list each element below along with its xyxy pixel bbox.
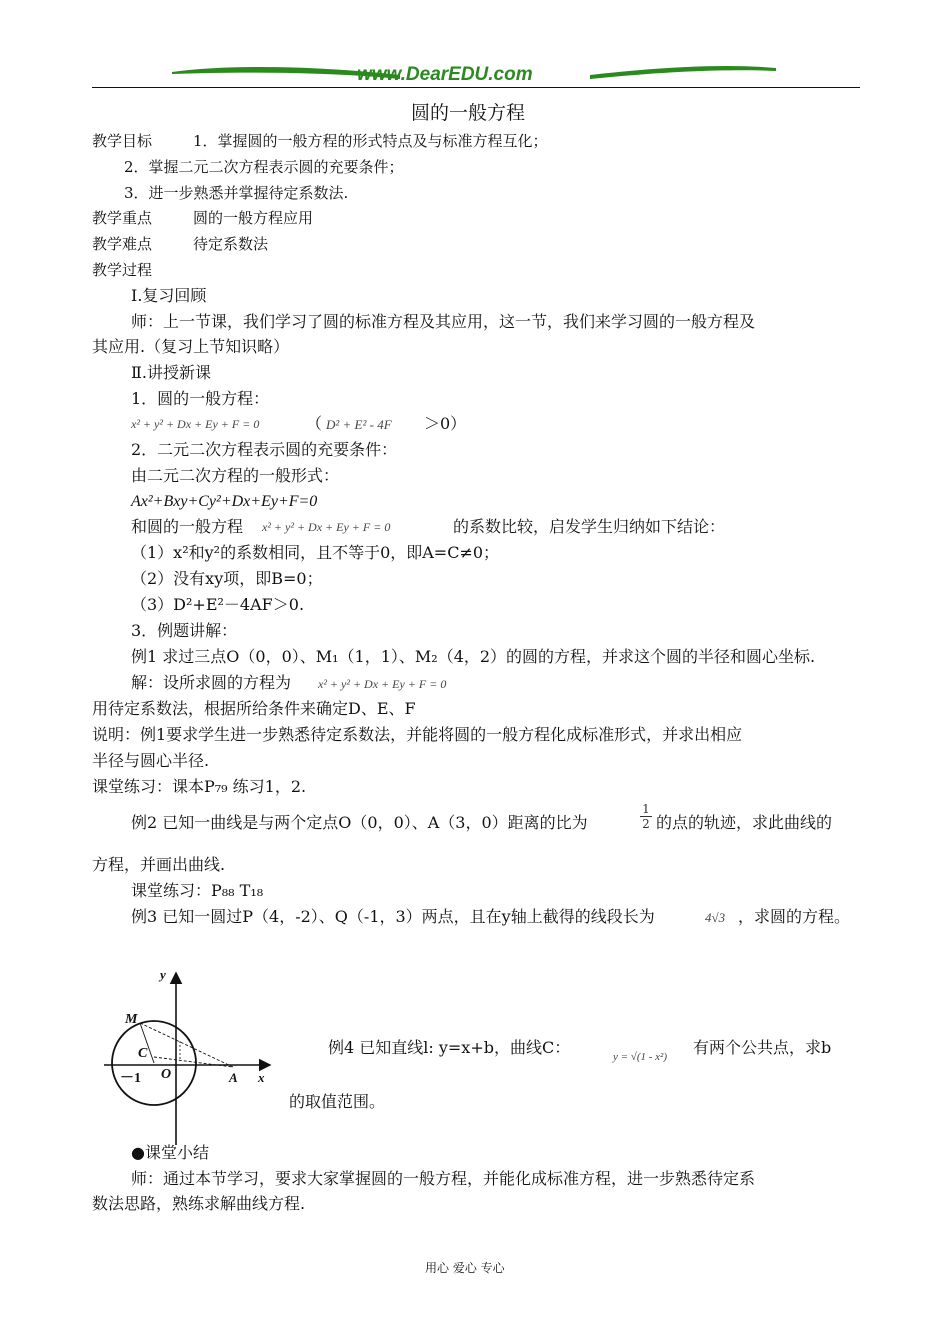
solution-equation: x² + y² + Dx + Ey + F = 0 — [318, 677, 447, 691]
example-2-part-b: 的点的轨迹，求此曲线的 — [656, 813, 833, 832]
header-divider — [92, 87, 860, 88]
fraction-numerator: 1 — [642, 802, 650, 816]
fraction-denominator: 2 — [640, 816, 652, 831]
page-title: 圆的一般方程 — [411, 102, 526, 124]
solution-prefix: 解：设所求圆的方程为 — [131, 673, 292, 692]
example-2-part-a: 例2 已知一曲线是与两个定点O（0，0）、A（3，0）距离的比为 — [131, 813, 588, 832]
condition-1: （1）x²和y²的系数相同，且不等于0，即A=C≠0； — [131, 543, 500, 562]
condition-3: （3）D²+E²－4AF＞0. — [131, 595, 305, 614]
difficult-label: 教学难点 — [92, 235, 153, 253]
condition-close: ＞0） — [424, 414, 467, 433]
site-logo[interactable]: www.DearEDU.com — [357, 64, 533, 85]
example-3-part-a: 例3 已知一圆过P（4，-2）、Q（-1，3）两点，且在y轴上截得的线段长为 — [131, 907, 655, 926]
circle-figure — [100, 965, 280, 1150]
summary-line-2: 数法思路，熟练求解曲线方程. — [92, 1194, 306, 1213]
review-text: 师：上一节课，我们学习了圆的标准方程及其应用，这一节，我们来学习圆的一般方程及 — [131, 312, 756, 331]
figure-label-o: O — [161, 1067, 172, 1082]
condition-open: （ — [306, 414, 323, 433]
compare-suffix: 的系数比较，启发学生归纳如下结论： — [453, 517, 726, 536]
fraction-one-half — [640, 802, 652, 831]
figure-label-y: y — [160, 967, 166, 982]
figure-label-m: M — [125, 1012, 138, 1027]
figure-label-c: C — [138, 1046, 148, 1061]
goal-1: 1．掌握圆的一般方程的形式特点及与标准方程互化； — [193, 132, 548, 150]
key-text: 圆的一般方程应用 — [193, 209, 314, 227]
note-line-1: 说明：例1要求学生进一步熟悉待定系数法，并能将圆的一般方程化成标准形式，并求出相应 — [92, 725, 743, 744]
note-line-2: 半径与圆心半径. — [92, 751, 210, 770]
goal-3: 3．进一步熟悉并掌握待定系数法. — [124, 184, 349, 202]
goals-label: 教学目标 — [92, 132, 153, 150]
key-label: 教学重点 — [92, 209, 153, 227]
item-2-heading: 2．二元二次方程表示圆的充要条件： — [131, 440, 398, 459]
item-3-heading: 3．例题讲解： — [131, 621, 238, 640]
section-new-lesson: Ⅱ.讲授新课 — [131, 363, 211, 382]
difficult-text: 待定系数法 — [193, 235, 269, 253]
quadratic-equation: Ax²+Bxy+Cy²+Dx+Ey+F=0 — [131, 493, 318, 510]
example-2-part-c: 方程，并画出曲线. — [92, 855, 226, 874]
from-general-text: 由二元二次方程的一般形式： — [131, 466, 340, 485]
general-equation: x² + y² + Dx + Ey + F = 0 — [131, 417, 260, 431]
radical-value: 4√3 — [705, 910, 726, 925]
section-review: Ⅰ.复习回顾 — [131, 286, 207, 305]
curve-equation: y = √(1 - x²) — [613, 1051, 668, 1063]
footer-text: 用心 爱心 专心 — [425, 1261, 505, 1275]
example-4-part-a: 例4 已知直线l: y=x+b，曲线C： — [328, 1038, 571, 1057]
figure-label-x: x — [258, 1070, 265, 1085]
review-text-2: 其应用.（复习上节知识略） — [92, 337, 290, 356]
method-line: 用待定系数法，根据所给条件来确定D、E、F — [92, 699, 416, 718]
example-3-part-b: ，求圆的方程。 — [738, 907, 851, 926]
tangent-line-upper — [140, 1023, 233, 1067]
figure-label-a: A — [229, 1070, 238, 1085]
practice-1: 课堂练习：课本P₇₉ 练习1，2. — [92, 777, 307, 796]
compare-equation: x² + y² + Dx + Ey + F = 0 — [262, 520, 391, 534]
process-label: 教学过程 — [92, 261, 153, 279]
goal-2: 2．掌握二元二次方程表示圆的充要条件； — [124, 158, 404, 176]
practice-2: 课堂练习：P₈₈ T₁₈ — [131, 881, 264, 900]
example-1: 例1 求过三点O（0，0）、M₁（1，1）、M₂（4，2）的圆的方程，并求这个圆的半径和圆心坐标. — [131, 647, 816, 666]
example-4-part-c: 的取值范围。 — [289, 1092, 386, 1111]
figure-label-minus-one: －1 — [120, 1071, 141, 1086]
summary-line-1: 师：通过本节学习，要求大家掌握圆的一般方程，并能化成标准方程，进一步熟悉待定系 — [131, 1169, 756, 1188]
item-1-heading: 1．圆的一般方程： — [131, 389, 270, 408]
condition-expression: D² + E² - 4F — [326, 417, 392, 432]
condition-2: （2）没有xy项，即B=0； — [131, 569, 323, 588]
example-4-part-b: 有两个公共点，求b — [693, 1038, 832, 1057]
summary-title: ●课堂小结 — [131, 1143, 209, 1162]
compare-prefix: 和圆的一般方程 — [131, 517, 244, 536]
